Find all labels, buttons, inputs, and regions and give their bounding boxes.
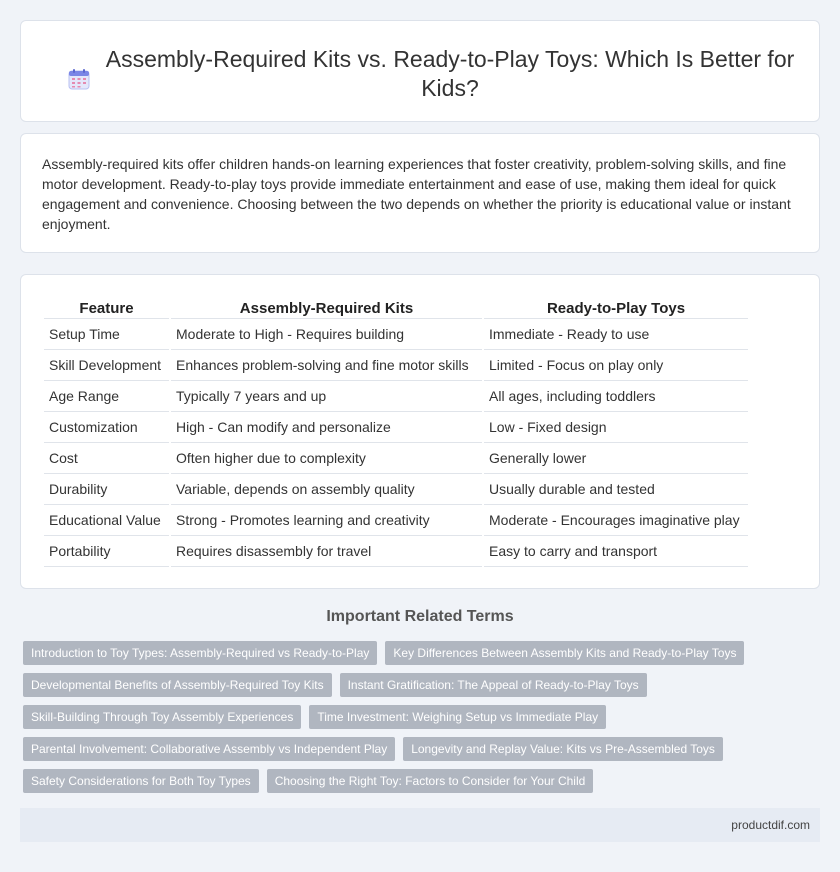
table-row (44, 350, 748, 381)
table-row (44, 536, 748, 567)
table-cell-ready: Immediate - Ready to use (484, 319, 748, 350)
table-cell-feature: Age Range (44, 381, 169, 412)
table-cell-assembly: High - Can modify and personalize (171, 412, 482, 443)
table-cell-ready: Moderate - Encourages imaginative play (484, 505, 748, 536)
title-card (20, 20, 820, 122)
table-cell-assembly: Often higher due to complexity (171, 443, 482, 474)
header-feature: Feature (44, 295, 169, 319)
table-cell-feature: Cost (44, 443, 169, 474)
table-row (44, 443, 748, 474)
table-cell-assembly: Requires disassembly for travel (171, 536, 482, 567)
header-assembly-kits: Assembly-Required Kits (171, 295, 482, 319)
table-row (44, 381, 748, 412)
related-tag[interactable]: Key Differences Between Assembly Kits and Ready-to-Play Toys (385, 641, 744, 665)
table-row (44, 505, 748, 536)
table-cell-ready: Usually durable and tested (484, 474, 748, 505)
table-cell-assembly: Typically 7 years and up (171, 381, 482, 412)
table-cell-ready: Low - Fixed design (484, 412, 748, 443)
related-tag[interactable]: Safety Considerations for Both Toy Types (23, 769, 259, 793)
footer (20, 808, 820, 842)
footer-site-link[interactable]: productdif.com (731, 818, 810, 832)
header-ready-to-play: Ready-to-Play Toys (484, 295, 748, 319)
table-cell-ready: Generally lower (484, 443, 748, 474)
table-cell-ready: Limited - Focus on play only (484, 350, 748, 381)
table-cell-ready: Easy to carry and transport (484, 536, 748, 567)
intro-paragraph: Assembly-required kits offer children hands-on learning experiences that foster creativity, problem-solving skills, and fine motor development. Ready-to-play toys provide immediate entertainment and ease of use, making them ideal for quick engagement and convenience. Choosing between the two depends on whether the priority is educational value or instant enjoyment. (42, 156, 791, 232)
table-cell-feature: Setup Time (44, 319, 169, 350)
related-tag[interactable]: Introduction to Toy Types: Assembly-Required vs Ready-to-Play (23, 641, 377, 665)
related-terms-heading: Important Related Terms (326, 608, 514, 625)
related-tag[interactable]: Longevity and Replay Value: Kits vs Pre-Assembled Toys (403, 737, 723, 761)
table-cell-ready: All ages, including toddlers (484, 381, 748, 412)
table-cell-assembly: Enhances problem-solving and fine motor skills (171, 350, 482, 381)
page-title: Assembly-Required Kits vs. Ready-to-Play Toys: Which Is Better for Kids? (105, 46, 795, 101)
comparison-card (20, 274, 820, 589)
table-row (44, 319, 748, 350)
table-cell-feature: Durability (44, 474, 169, 505)
table-header-row (44, 295, 748, 319)
table-cell-feature: Skill Development (44, 350, 169, 381)
intro-card (20, 133, 820, 253)
calendar-icon (68, 68, 90, 90)
table-cell-assembly: Moderate to High - Requires building (171, 319, 482, 350)
table-row (44, 412, 748, 443)
related-tag[interactable]: Instant Gratification: The Appeal of Ready-to-Play Toys (340, 673, 647, 697)
table-cell-feature: Portability (44, 536, 169, 567)
table-cell-assembly: Variable, depends on assembly quality (171, 474, 482, 505)
related-tag[interactable]: Parental Involvement: Collaborative Assembly vs Independent Play (23, 737, 395, 761)
table-cell-feature: Customization (44, 412, 169, 443)
table-cell-feature: Educational Value (44, 505, 169, 536)
table-row (44, 474, 748, 505)
related-tag[interactable]: Choosing the Right Toy: Factors to Consider for Your Child (267, 769, 594, 793)
comparison-table (42, 295, 750, 567)
related-tag[interactable]: Time Investment: Weighing Setup vs Immediate Play (309, 705, 606, 729)
related-tag[interactable]: Skill-Building Through Toy Assembly Experiences (23, 705, 301, 729)
table-cell-assembly: Strong - Promotes learning and creativity (171, 505, 482, 536)
related-terms-tags (23, 641, 743, 801)
related-tag[interactable]: Developmental Benefits of Assembly-Required Toy Kits (23, 673, 332, 697)
